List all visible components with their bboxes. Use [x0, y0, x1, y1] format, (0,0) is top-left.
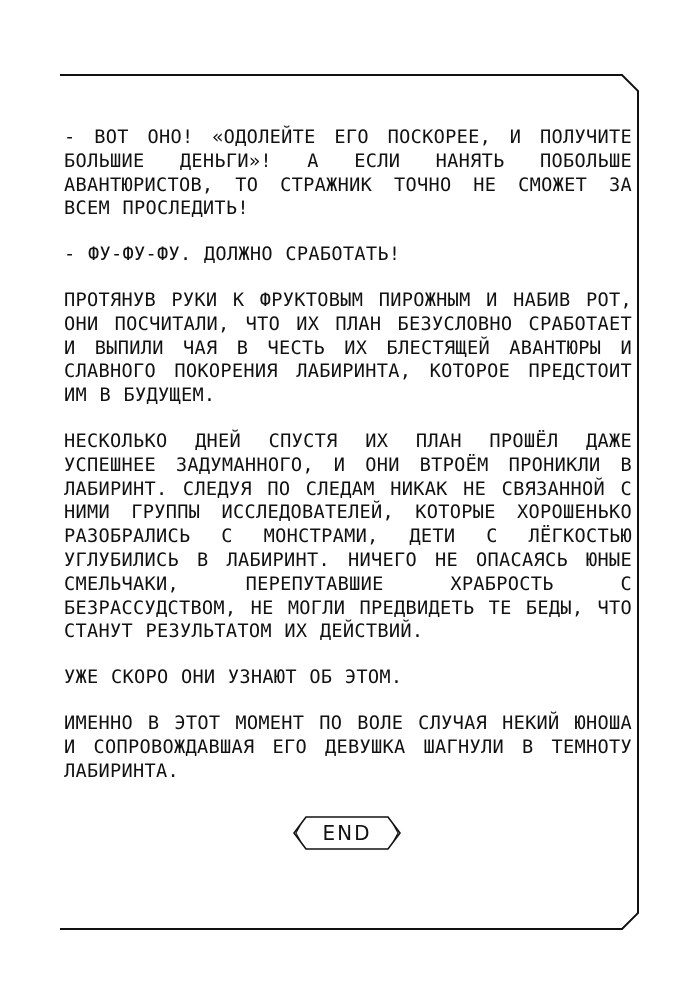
- paragraph-2: - ФУ-ФУ-ФУ. ДОЛЖНО СРАБОТАТЬ!: [64, 244, 401, 266]
- paragraph-1: - ВОТ ОНО! «ОДОЛЕЙТЕ ЕГО ПОСКОРЕЕ, И ПОЛУЧИТЕ БОЛЬШИЕ ДЕНЬГИ»! А ЕСЛИ НАНЯТЬ ПОБОЛЬШЕ АВАНТЮРИСТОВ, ТО СТРАЖНИК ТОЧНО НЕ СМОЖЕТ ЗА ВСЕМ ПРОСЛЕДИТЬ!: [64, 127, 632, 220]
- end-badge: [292, 815, 402, 851]
- story-text: [64, 126, 632, 805]
- end-label: END: [322, 821, 372, 845]
- paragraph-4: НЕСКОЛЬКО ДНЕЙ СПУСТЯ ИХ ПЛАН ПРОШЁЛ ДАЖЕ УСПЕШНЕЕ ЗАДУМАННОГО, И ОНИ ВТРОЁМ ПРОНИКЛИ В ЛАБИРИНТ. СЛЕДУЯ ПО СЛЕДАМ НИКАК НЕ СВЯЗАННОЙ С НИМИ ГРУППЫ ИССЛЕДОВАТЕЛЕЙ, КОТОРЫЕ ХОРОШЕНЬКО РАЗОБРАЛИСЬ С МОНСТРАМИ, ДЕТИ С ЛЁГКОСТЬЮ УГЛУБИЛИСЬ В ЛАБИРИНТ. НИЧЕГО НЕ ОПАСАЯСЬ ЮНЫЕ СМЕЛЬЧАКИ, ПЕРЕПУТАВШИЕ ХРАБРОСТЬ С БЕЗРАССУДСТВОМ, НЕ МОГЛИ ПРЕДВИДЕТЬ ТЕ БЕДЫ, ЧТО СТАНУТ РЕЗУЛЬТАТОМ ИХ ДЕЙСТВИЙ.: [64, 430, 632, 643]
- paragraph-6: ИМЕННО В ЭТОТ МОМЕНТ ПО ВОЛЕ СЛУЧАЯ НЕКИЙ ЮНОША И СОПРОВОЖДАВШАЯ ЕГО ДЕВУШКА ШАГНУЛИ В ТЕМНОТУ ЛАБИРИНТА.: [64, 712, 632, 782]
- paragraph-5: УЖЕ СКОРО ОНИ УЗНАЮТ ОБ ЭТОМ.: [64, 667, 403, 689]
- paragraph-3: ПРОТЯНУВ РУКИ К ФРУКТОВЫМ ПИРОЖНЫМ И НАБИВ РОТ, ОНИ ПОСЧИТАЛИ, ЧТО ИХ ПЛАН БЕЗУСЛОВНО СРАБОТАЕТ И ВЫПИЛИ ЧАЯ В ЧЕСТЬ ИХ БЛЕСТЯЩЕЙ АВАНТЮРЫ И СЛАВНОГО ПОКОРЕНИЯ ЛАБИРИНТА, КОТОРОЕ ПРЕДСТОИТ ИМ В БУДУЩЕМ.: [64, 289, 632, 407]
